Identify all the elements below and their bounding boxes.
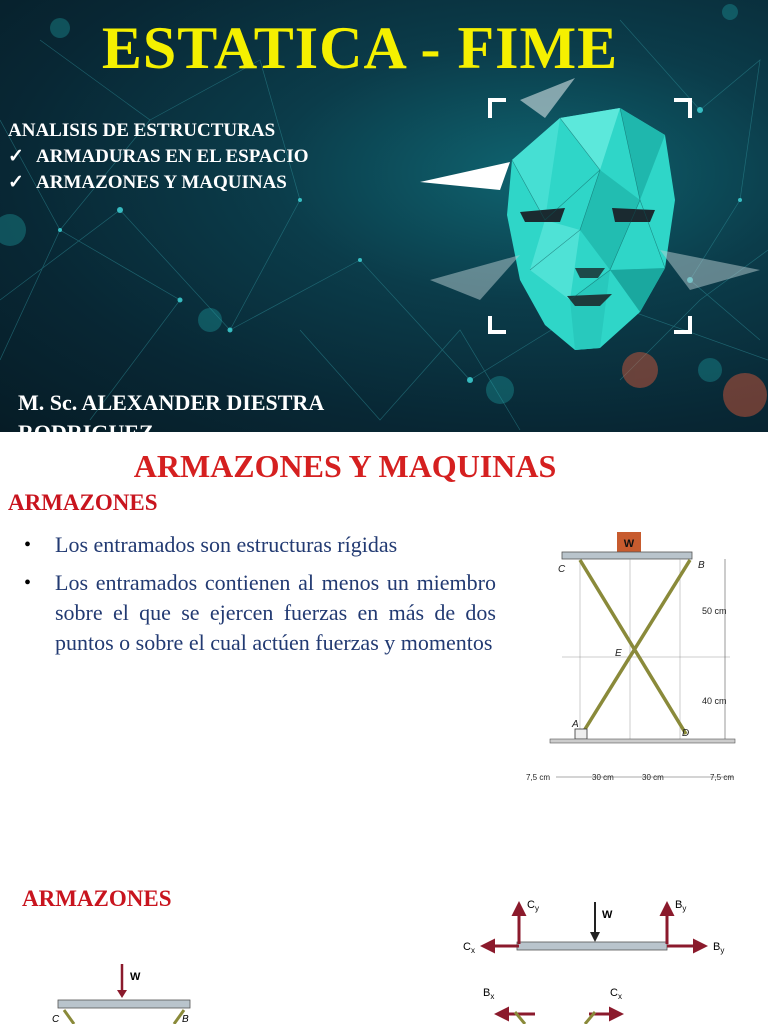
bx-label: $B_y$ [713,941,725,955]
cy-label: $C_y$ [527,899,539,913]
dim-right-label: 7,5 cm [710,773,735,782]
point-b-label: B [698,560,705,571]
topic-list [8,118,309,196]
check-icon: ✓ [8,172,24,193]
topic-item: ✓ ARMADURAS EN EL ESPACIO [8,144,309,170]
bullet-item: • Los entramados son estructuras rígidas [24,530,496,560]
pin-support [575,729,587,739]
topic-heading: ANALISIS DE ESTRUCTURAS [8,120,276,141]
fbd-beam [517,942,667,950]
check-icon: ✓ [8,146,24,167]
by-label: $B_y$ [675,899,687,913]
point-a-label: A [572,719,579,730]
dim-mid2-label: 30 cm [642,773,664,782]
slide-title: ARMAZONES Y MAQUINAS [133,448,557,484]
small-c-label: C [52,1014,60,1024]
small-b-label: B [182,1014,189,1024]
content-slide [0,432,768,1024]
point-e-label: E [615,648,622,659]
cover-slide [0,0,768,432]
cx-lower-label: $C_x$ [610,987,622,1001]
dim-lower-label: 40 cm [702,696,727,706]
cover-title: ESTATICA - FIME [101,15,619,81]
member-ab [582,560,690,734]
polygon-face-graphic [420,78,760,350]
dim-mid1-label: 30 cm [592,773,614,782]
bullet-icon: • [24,534,32,556]
author-name: M. Sc. ALEXANDER DIESTRA [18,390,323,415]
top-beam [562,552,692,559]
small-load-label: W [130,971,141,983]
point-c-label: C [558,564,566,575]
member-cd [580,560,686,734]
bullet-list [24,530,496,666]
small-frame-diagram [50,958,200,1024]
dim-left-label: 7,5 cm [526,773,551,782]
section-heading: ARMAZONES [8,490,158,515]
bullet-icon: • [24,572,32,594]
load-label: W [602,909,613,921]
frame-diagram [520,524,740,794]
load-label: W [623,538,635,550]
ground [550,739,735,743]
dim-upper-label: 50 cm [702,606,727,616]
free-body-diagram [455,888,755,1024]
section-heading-2: ARMAZONES [22,886,172,911]
bx-lower-label: $B_x$ [483,987,495,1001]
cx-label: $C_x$ [463,941,475,955]
point-d-label: D [682,728,690,739]
topic-item: ✓ ARMAZONES Y MAQUINAS [8,170,309,196]
bullet-item: • Los entramados contienen al menos un miembro sobre el que se ejercen fuerzas en más de dos puntos o sobre el cual actúen fuerzas y momentos [24,570,496,655]
